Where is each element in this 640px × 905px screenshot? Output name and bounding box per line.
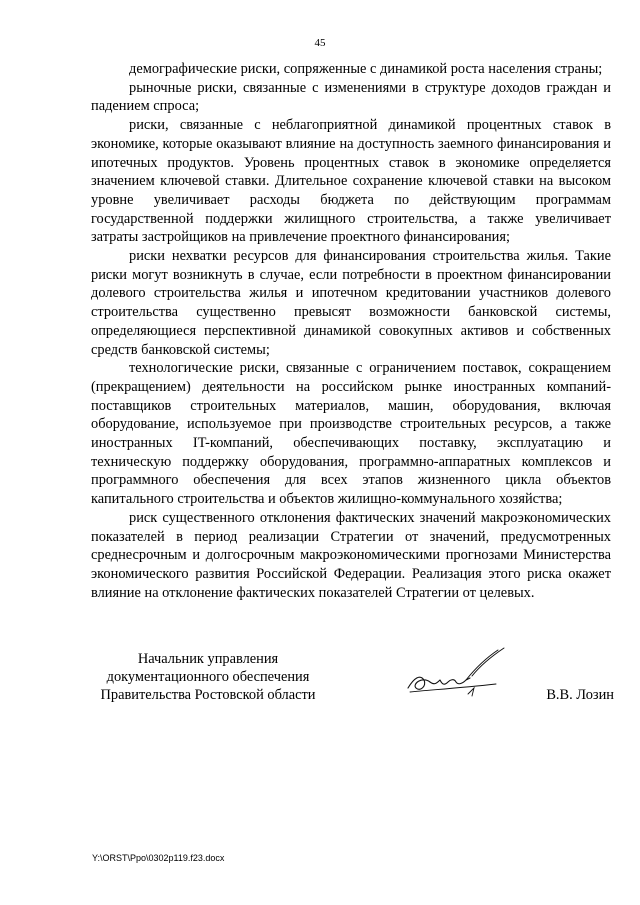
paragraph-resource-shortage-risks: риски нехватки ресурсов для финансирования строительства жилья. Такие риски могут возникнуть в случае, если потребности в проектном финансировании долевого строительства жилья и ипотечном кредитовании участников долевого строительства существенно превысят возможности банковской системы, определяющиеся перспективной динамикой совокупных активов и собственных средств банковской системы;	[91, 248, 611, 358]
signatory-title-line-3: Правительства Ростовской области	[100, 687, 316, 704]
signature-block	[88, 650, 622, 710]
file-path-footer: Y:\ORST\Ppo\0302p119.f23.docx	[92, 853, 225, 863]
signatory-name: В.В. Лозин	[546, 687, 614, 703]
paragraph-interest-rate-risks: риски, связанные с неблагоприятной динамикой процентных ставок в экономике, которые оказывают влияние на доступность заемного финансирования и ипотечных продуктов. Уровень процентных ставок в экономике определяется значением ключевой ставки. Длительное сохранение ключевой ставки на высоком уровне увеличивает расходы бюджета по действующим программам государственной поддержки жилищного строительства, а также увеличивает затраты застройщиков на привлечение проектного финансирования;	[91, 117, 611, 246]
handwritten-signature	[400, 644, 520, 704]
paragraph-technological-risks: технологические риски, связанные с ограничением поставок, сокращением (прекращением) деятельности на российском рынке иностранных компаний-поставщиков строительных материалов, машин, оборудования, включая оборудование, используемое при производстве строительных ресурсов, а также иностранных IT-компаний, обеспечивающих поставку, эксплуатацию и техническую поддержку оборудования, программно-аппаратных комплексов и программного обеспечения для всех этапов жизненного цикла объектов капитального строительства и объектов жилищно-коммунального хозяйства;	[91, 360, 611, 508]
page-number: 45	[314, 37, 326, 49]
paragraph-demographic-risks: демографические риски, сопряженные с динамикой роста населения страны;	[129, 61, 603, 77]
signatory-title-line-2: документационного обеспечения	[106, 669, 310, 686]
paragraph-market-risks: рыночные риски, связанные с изменениями в структуре доходов граждан и падением спроса;	[91, 79, 611, 115]
paragraph-macroeconomic-deviation-risk: риск существенного отклонения фактических значений макроэкономических показателей в период реализации Стратегии от значений, предусмотренных среднесрочным и долгосрочным макроэкономическими прогнозами Министерства экономического развития Российской Федерации. Реализация этого риска окажет влияние на отклонение фактических показателей Стратегии от целевых.	[91, 509, 611, 601]
signatory-title-line-1: Начальник управления	[137, 651, 279, 667]
document-body	[91, 60, 611, 602]
signatory-title	[88, 650, 328, 705]
